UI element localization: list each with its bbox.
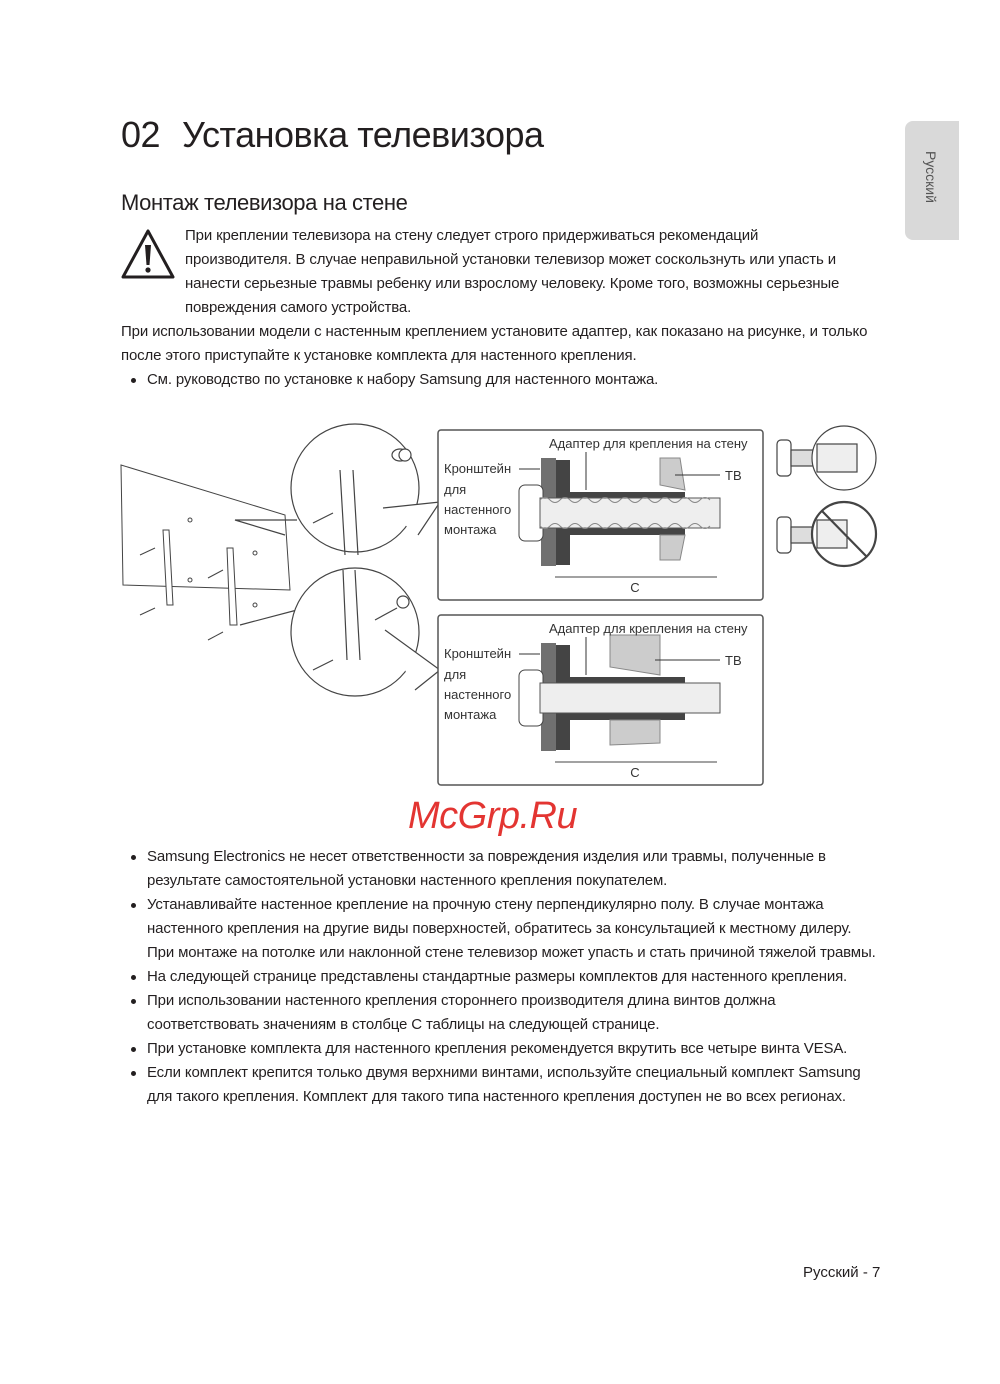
note-item [147, 1037, 876, 1061]
note-line: При использовании настенного крепления стороннего производителя длина винтов должна [147, 992, 776, 1009]
tv-label: ТВ [725, 468, 742, 483]
intro-line: после этого приступайте к установке комплекта для настенного крепления. [121, 347, 637, 364]
note-line: Если комплект крепится только двумя верхними винтами, используйте специальный комплект Samsung [147, 1064, 861, 1081]
note-line: соответствовать значениям в столбце C таблицы на следующей странице. [147, 1016, 660, 1033]
bracket-label: настенного [444, 502, 512, 517]
warning-line: повреждения самого устройства. [185, 299, 412, 316]
note-line: Устанавливайте настенное крепление на прочную стену перпендикулярно полу. В случае монтажа [147, 896, 824, 913]
bracket-label: для [444, 482, 467, 497]
language-label: Русский [923, 151, 939, 203]
adapter-label: Адаптер для крепления на стену [549, 621, 748, 636]
note-line: На следующей странице представлены стандартные размеры комплектов для настенного крепления. [147, 968, 848, 985]
intro-text [121, 320, 867, 368]
bracket-label: Кронштейн [444, 646, 512, 661]
bracket-label: настенного [444, 687, 512, 702]
wall-mount-diagram [115, 420, 885, 790]
bracket-label: монтажа [444, 522, 497, 537]
notes-list [147, 845, 876, 1109]
warning-line: производителя. В случае неправильной установки телевизор может соскользнуть или упасть и [185, 251, 836, 268]
language-side-tab [905, 121, 959, 240]
incorrect-screw-icon [777, 502, 876, 566]
note-line: Samsung Electronics не несет ответственности за повреждения изделия или травмы, полученные в [147, 848, 826, 865]
note-item [147, 845, 876, 893]
intro-bullet [147, 368, 658, 392]
watermark: McGrp.Ru [408, 795, 578, 837]
warning-triangle-icon [120, 228, 176, 280]
note-item [147, 965, 876, 989]
note-line: настенного крепления на другие виды поверхностей, обратитесь за консультацией к местному дилеру. [147, 920, 852, 937]
detail-circle-bottom [240, 568, 440, 696]
tv-back-illustration [121, 465, 290, 640]
chapter-number: 02 [121, 114, 161, 155]
note-item [147, 989, 876, 1037]
detail-circle-top [235, 424, 440, 555]
section-title: Монтаж телевизора на стене [121, 190, 408, 215]
note-line: При монтаже на потолке или наклонной стене телевизор может упасть и стать причиной тяжелой травмы. [147, 944, 876, 961]
chapter-name: Установка телевизора [182, 114, 544, 155]
bullet-text: См. руководство по установке к набору Samsung для настенного монтажа. [147, 371, 659, 388]
callout-box-bottom [438, 615, 763, 785]
warning-line: нанести серьезные травмы ребенку или взрослому человеку. Кроме того, возможны серьезные [185, 275, 840, 292]
note-item [147, 1061, 876, 1109]
chapter-title [121, 114, 544, 156]
callout-box-top [438, 430, 763, 600]
tv-label: ТВ [725, 653, 742, 668]
dimension-c-label: C [630, 765, 640, 780]
intro-line: При использовании модели с настенным креплением установите адаптер, как показано на рисунке, и только [121, 323, 868, 340]
correct-screw-icon [777, 426, 876, 490]
note-line: для такого крепления. Комплект для такого типа настенного крепления доступен не во всех регионах. [147, 1088, 846, 1105]
dimension-c-label: C [630, 580, 640, 595]
warning-line: При креплении телевизора на стену следует строго придерживаться рекомендаций [185, 227, 759, 244]
page-footer: Русский - 7 [803, 1264, 881, 1281]
bracket-label: монтажа [444, 707, 497, 722]
note-line: При установке комплекта для настенного крепления рекомендуется вкрутить все четыре винта VESA. [147, 1040, 848, 1057]
note-item [147, 893, 876, 965]
bracket-label: для [444, 667, 467, 682]
note-line: результате самостоятельной установки настенного крепления покупателем. [147, 872, 668, 889]
bracket-label: Кронштейн [444, 461, 512, 476]
adapter-label: Адаптер для крепления на стену [549, 436, 748, 451]
warning-text [185, 224, 839, 320]
